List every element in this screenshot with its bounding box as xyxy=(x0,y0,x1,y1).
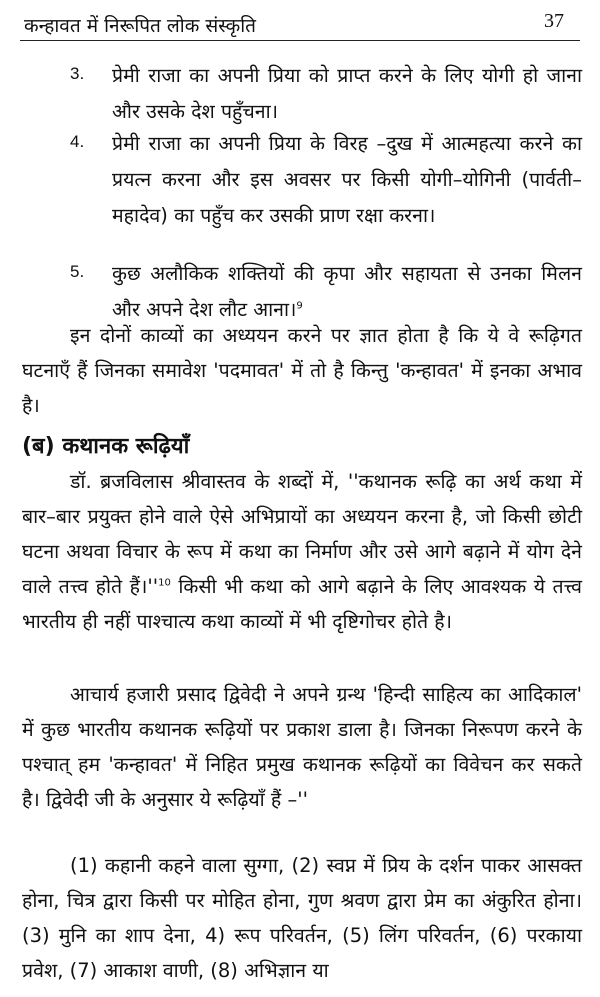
page-number: 37 xyxy=(544,10,564,32)
paragraph: (1) कहानी कहने वाला सुग्गा, (2) स्वप्न में प्रिय के दर्शन पाकर आसक्त होना, चित्र द्वारा किसी पर मोहित होना, गुण श्रवण द्वारा प्रेम का अंकुरित होना। (3) मुनि का शाप देना, 4) रूप परिवर्तन, (5) लिंग परिवर्तन, (6) परकाया प्रवेश, (7) आकाश वाणी, (8) अभिज्ञान या xyxy=(22,854,582,982)
paragraph-text: डॉ. ब्रजविलास श्रीवास्तव के शब्दों में, ''कथानक रूढ़ि का अर्थ कथा में बार–बार प्रयुक्त होने वाले ऐसे अभिप्रायों का अध्ययन करना है, जो किसी छोटी घटना अथवा विचार के रूप में कथा का निर्माण और उसे आगे बढ़ाने में योग देने वाले तत्त्व होते हैं।'' xyxy=(22,470,582,598)
running-header xyxy=(20,10,580,41)
list-item-text: प्रेमी राजा का अपनी प्रिया को प्राप्त करने के लिए योगी हो जाना और उसके देश पहुँचना। xyxy=(112,64,582,123)
list-item-number: 3. xyxy=(70,64,85,83)
header-title: कन्हावत में निरूपित लोक संस्कृति xyxy=(24,15,256,37)
paragraph: आचार्य हजारी प्रसाद द्विवेदी ने अपने ग्रन्थ 'हिन्दी साहित्य का आदिकाल' में कुछ भारतीय कथानक रूढ़ियों पर प्रकाश डाला है। जिनका निरूपण करने के पश्चात् हम 'कन्हावत' में निहित प्रमुख कथानक रूढ़ियों का विवेचन कर सकते है। द्विवेदी जी के अनुसार ये रूढ़ियाँ हैं –'' xyxy=(22,683,582,811)
section-heading: (ब) कथानक रूढ़ियाँ xyxy=(22,434,190,459)
list-item-number: 4. xyxy=(70,132,85,151)
paragraph xyxy=(22,464,582,639)
paragraph-text: किसी भी कथा को आगे बढ़ाने के लिए आवश्यक ये तत्त्व भारतीय ही नहीं पाश्चात्य कथा काव्यों में भी दृष्टिगोचर होते है। xyxy=(22,575,582,633)
footnote-marker: 9 xyxy=(296,300,303,312)
footnote-marker: 10 xyxy=(158,577,171,589)
list-item-number: 5. xyxy=(70,262,85,281)
list-item-text: प्रेमी राजा का अपनी प्रिया के विरह –दुख में आत्महत्या करने का प्रयत्न करना और इस अवसर पर किसी योगी–योगिनी (पार्वती– महादेव) का पहुँच कर उसकी प्राण रक्षा करना। xyxy=(112,132,582,227)
list-item-body: कुछ अलौकिक शक्तियों की कृपा और सहायता से उनका मिलन और अपने देश लौट आना। xyxy=(112,262,582,321)
paragraph: इन दोनों काव्यों का अध्ययन करने पर ज्ञात होता है कि ये वे रूढ़िगत घटनाएँ हैं जिनका समावेश 'पदमावत' में तो है किन्तु 'कन्हावत' में इनका अभाव है। xyxy=(22,324,582,417)
